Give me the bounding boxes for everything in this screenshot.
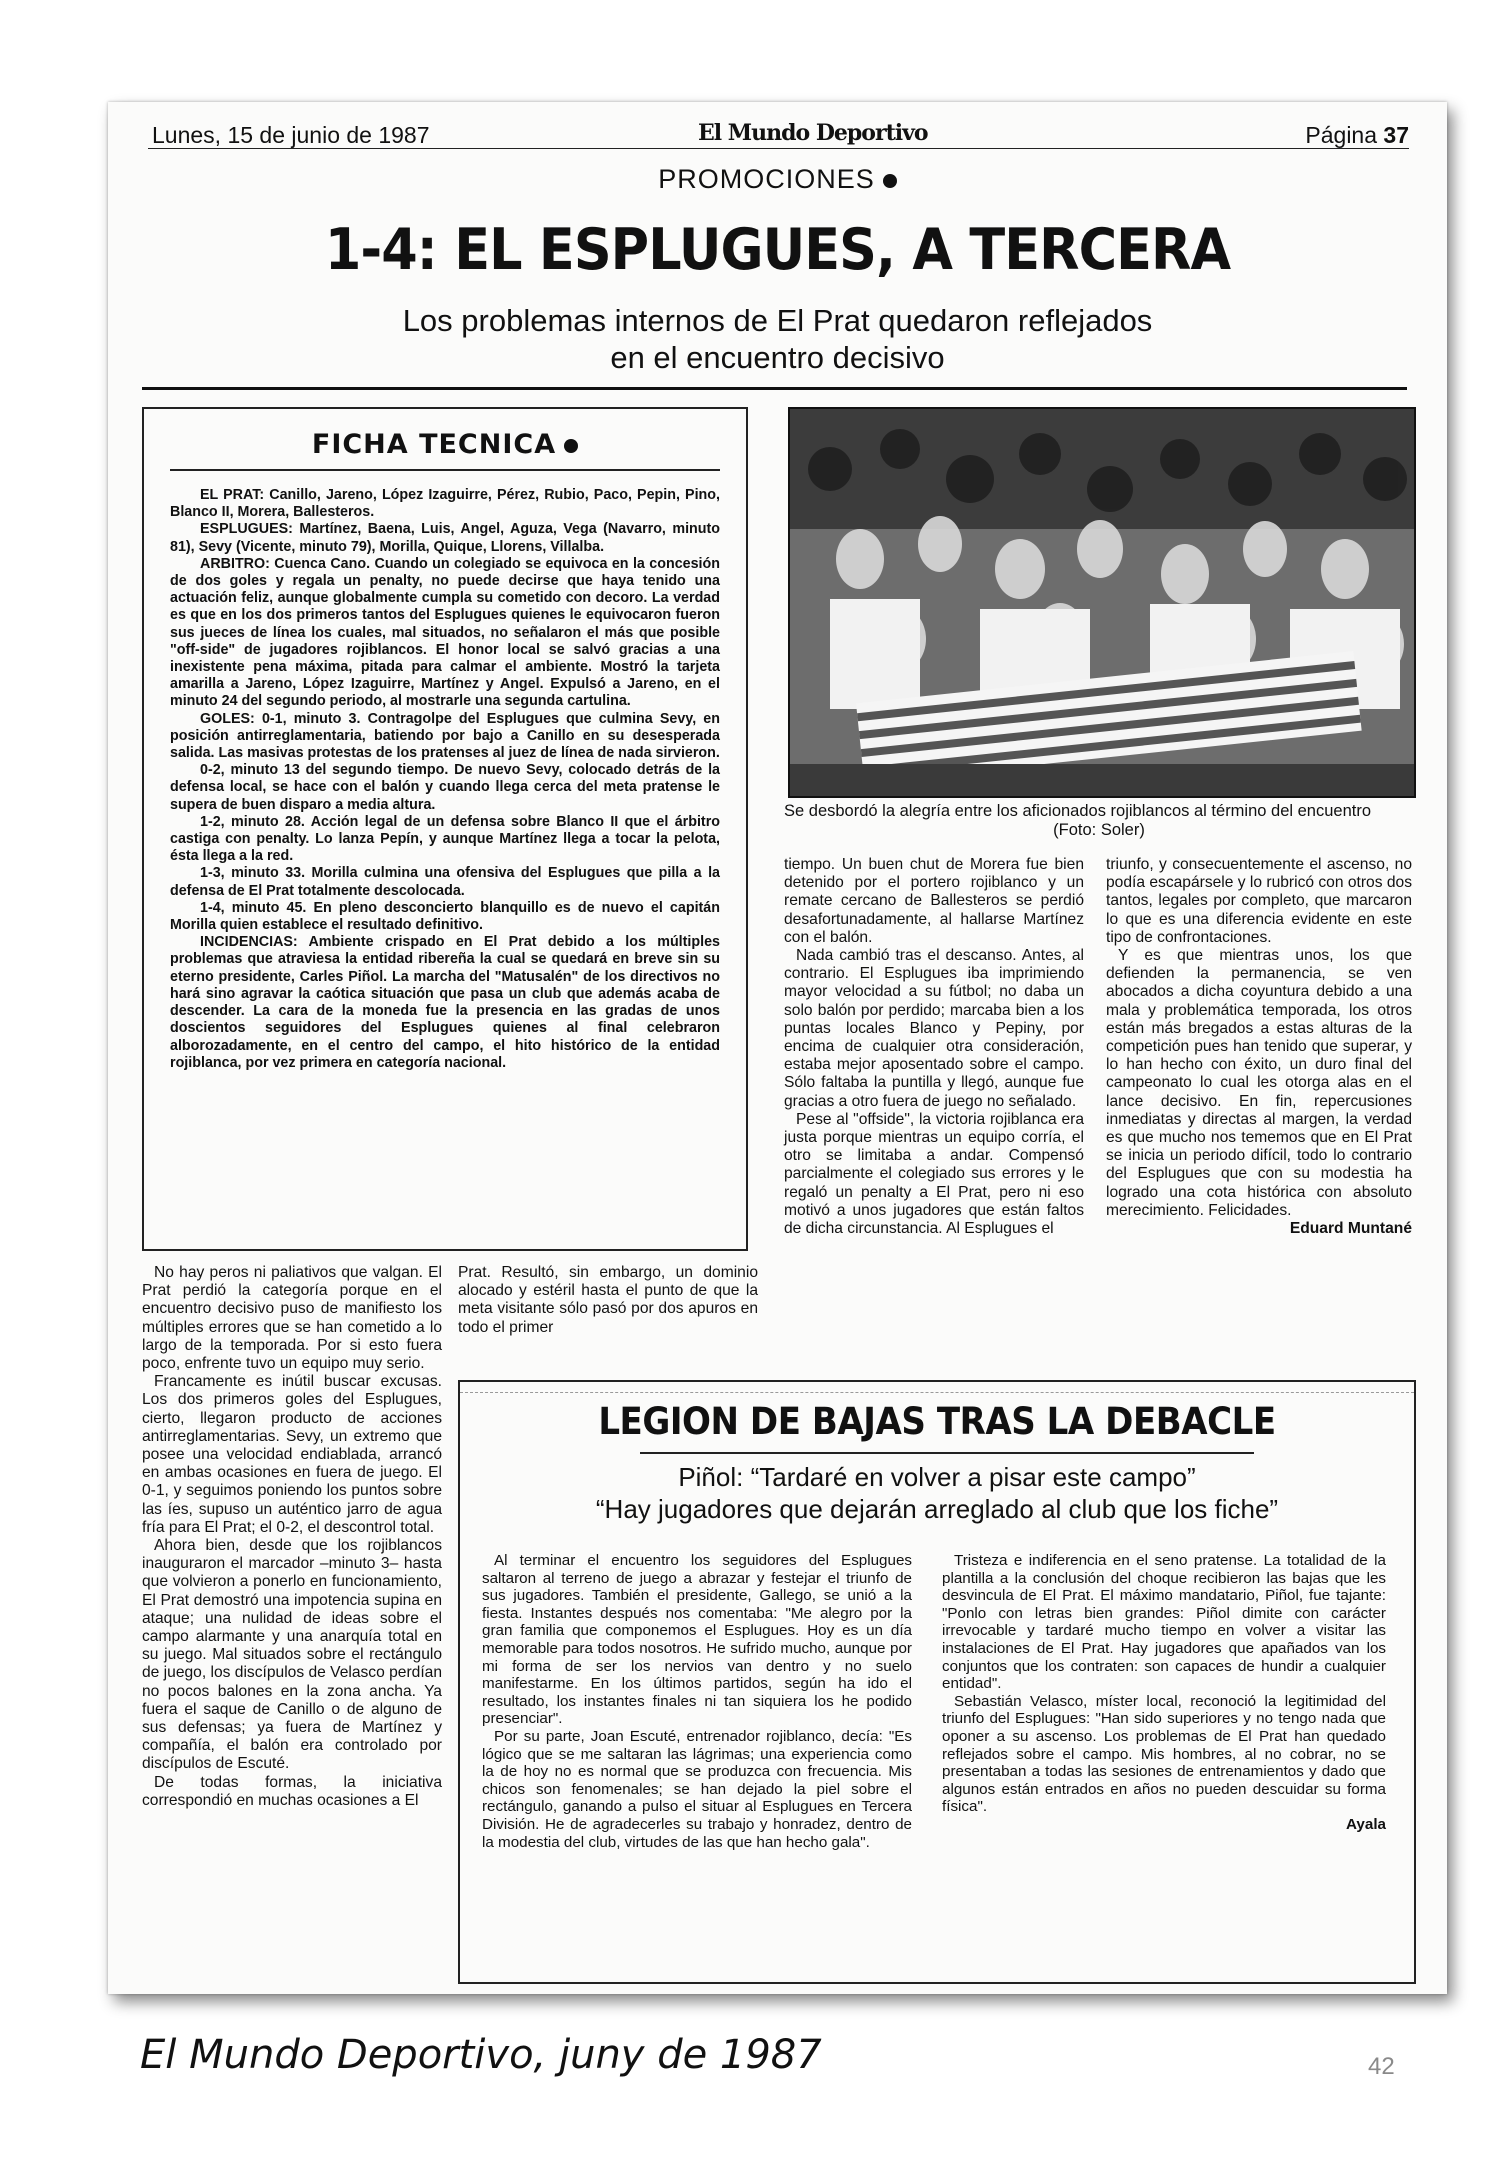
ficha-paragraph: 0-2, minuto 13 del segundo tiempo. De nuevo Sevy, colocado detrás de la defensa local, se hace con el balón y cuando llega cerca del meta pratense le supera de buen disparo a media altura. — [170, 762, 720, 813]
subheadline-line-2: en el encuentro decisivo — [610, 340, 945, 375]
article-signature: Eduard Muntané — [1289, 1220, 1412, 1238]
ficha-title-text: FICHA TECNICA — [311, 429, 557, 460]
box-paragraph: Sebastián Velasco, míster local, reconoció la legitimidad del triunfo del Esplugues: "Han sido superiores y no tengo nada que oponer a su ascenso. Los problemas de El Prat han quedado reflejados sobre el campo. Mis hombres, al no cobrar, no se presentaban a todas las sesiones de entrenamientos y dado que algunos están entrados en años no pueden descuidar su forma física". — [942, 1692, 1386, 1816]
article-paragraph: Prat. Resultó, sin embargo, un dominio alocado y estéril hasta el punto de que la meta visitante sólo pasó por dos apuros en todo el primer — [458, 1264, 758, 1336]
article-paragraph: Ahora bien, desde que los rojiblancos inauguraron el marcador –minuto 3– hasta que volvieron a ponerlo en funcionamiento, El Prat demostró una impotencia supina en ataque; una nulidad de ideas sobre el campo alarmante y una anarquía total en su juego. Mal situados sobre el rectángulo de juego, los discípulos de Velasco perdían no pocos balones en la zona ancha. Ya fuera el saque de Canillo o de alguno de sus defensas; ya fuera de Martínez y compañía, el balón era controlado por discípulos de Escuté. — [142, 1537, 442, 1773]
article-paragraph: Nada cambió tras el descanso. Antes, al contrario. El Esplugues iba imprimiendo mayor velocidad a su fútbol; no daba un solo balón por perdido; marcaba bien a los puntas locales Blanco y Pepiny, por encima de cualquier otra consideración, estaba mejor aposentado sobre el campo. Sólo faltaba la puntilla y llegó, aunque fue gracias a otro fuera de juego no señalado. — [784, 947, 1084, 1110]
ficha-paragraph: ARBITRO: Cuenca Cano. Cuando un colegiado se equivoca en la concesión de dos goles y regala un penalty, no puede decirse que haya tenido una actuación feliz, aunque globalmente cumpla su cometido con decoro. La verdad es que en los dos primeros tantos del Esplugues quienes le equivocaron fueron sus jueces de línea los cuales, mal situados, no señalaron el más que posible "off-side" de jugadores rojiblancos. El honor local se salvó gracias a una inexistente pena máxima, pitada para calmar el ambiente. Mostró la tarjeta amarilla a Jareno, López Izaguirre, Martínez y Angel. Expulsó a Jareno, en el minuto 24 del segundo periodo, al mostrarle una segunda cartulina. — [170, 555, 720, 710]
bullet-icon — [883, 174, 897, 188]
issue-date: Lunes, 15 de junio de 1987 — [152, 122, 430, 148]
box-paragraph: Al terminar el encuentro los seguidores del Esplugues saltaron al terreno de juego a abrazar y festejar el triunfo de sus jugadores. También el presidente, Gallego, se unió a la fiesta. Instantes después nos comentaba: "Me alegro por la gran familia que componemos el Esplugues. Hoy es un día memorable para todos nosotros. He sufrido mucho, aunque por mi forma de ser los nervios van dentro y no suelo manifestarme. En los últimos partidos, según ha ido el resultado, los instantes finales ni tan siquiera los he podido presenciar". — [482, 1552, 912, 1728]
article-column-2 — [458, 1264, 758, 1337]
article-paragraph: De todas formas, la iniciativa correspondió en muchas ocasiones a El — [142, 1773, 442, 1809]
newspaper-page-number: 37 — [1383, 122, 1409, 148]
box-column-1 — [482, 1552, 912, 1851]
subheadline — [108, 302, 1447, 376]
article-paragraph: triunfo, y consecuentemente el ascenso, no podía escapársele y lo rubricó con otros dos tantos, legales por completo, que marcaron lo que es una diferencia evidente en este tipo de confrontaciones. — [1106, 856, 1412, 946]
legion-bajas-box — [458, 1380, 1416, 1984]
newspaper-scan — [108, 102, 1447, 1994]
box-signature: Ayala — [1346, 1815, 1386, 1833]
crowd-photo — [788, 407, 1416, 798]
headline: 1-4: EL ESPLUGUES, A TERCERA — [324, 217, 1231, 283]
document-caption: El Mundo Deportivo, juny de 1987 — [140, 2032, 822, 2078]
bullet-icon — [564, 439, 578, 453]
box-paragraph: Por su parte, Joan Escuté, entrenador rojiblanco, decía: "Es lógico que se me saltaran las lágrimas; una experiencia como la de hoy no es normal que se produzca con frecuencia. Mis chicos son fenomenales; se han dejado la piel sobre el rectángulo, ganando a pulso el situar al Esplugues en Tercera División. He de agradecerles su trabajo y honradez, dentro de la modestia del club, virtudes de las que han hecho gala". — [482, 1727, 912, 1851]
ficha-paragraph: 1-4, minuto 45. En pleno desconcierto blanquillo es de nuevo el capitán Morilla quien establece el resultado definitivo. — [170, 899, 720, 934]
article-column-1 — [142, 1264, 442, 1810]
headline-rule — [142, 387, 1407, 390]
box-subheadline-1: Piñol: “Tardaré en volver a pisar este campo” — [678, 1462, 1196, 1492]
section-text: PROMOCIONES — [658, 164, 875, 194]
article-paragraph: Y es que mientras unos, los que defienden la permanencia, se ven abocados a dicha coyuntura debido a una mala y problemática temporada, los otros están más bregados a estas alturas de la competición pues han tenido que superar, y lo han hecho con éxito, un duro final del campeonato lo cual les otorga alas en el lance decisivo. En fin, repercusiones inmediatas y directas al margen, la verdad es que mucho nos tememos que en El Prat se inicia un periodo difícil, todo lo contrario del Esplugues que con su modestia ha logrado una cota histórica con absoluto merecimiento. Felicidades. — [1106, 947, 1412, 1219]
page-indicator — [1305, 122, 1409, 149]
ficha-tecnica-box — [142, 407, 748, 1251]
photo-caption — [784, 802, 1414, 840]
box-headline-rule — [640, 1452, 1254, 1454]
article-paragraph: No hay peros ni paliativos que valgan. El Prat perdió la categoría porque en el encuentro decisivo puso de manifiesto los múltiples errores que se han cometido a lo largo de la temporada. Por si esto fuera poco, enfrente tuvo un equipo muy serio. — [142, 1264, 442, 1373]
box-paragraph: Tristeza e indiferencia en el seno pratense. La totalidad de la plantilla a la conclusión del choque recibieron las bajas que les desvincula de El Prat. El máximo mandatario, Piñol, fue tajante: "Ponlo con letras bien grandes: Piñol dimite con carácter irrevocable y tardaré mucho tiempo en volver a visitar las instalaciones de El Prat. Hay jugadores que apañados van los conjuntos que los contraten: son capaces de hundir a cualquier entidad". — [942, 1552, 1386, 1693]
section-label — [108, 164, 1447, 195]
ficha-rule — [170, 469, 720, 471]
ficha-paragraph: GOLES: 0-1, minuto 3. Contragolpe del Esplugues que culmina Sevy, en posición antirreglamentaria, batiendo por bajo a Canillo en su desesperada salida. Las masivas protestas de los pratenses al juez de línea de nada sirvieron. — [170, 710, 720, 762]
newspaper-header — [148, 114, 1409, 149]
document-page-number: 42 — [1368, 2053, 1395, 2080]
ficha-title — [144, 429, 746, 460]
box-column-2 — [942, 1552, 1386, 1834]
photo-credit: (Foto: Soler) — [1053, 821, 1145, 839]
caption-text: Se desbordó la alegría entre los aficionados rojiblancos al término del encuentro — [784, 802, 1372, 820]
box-top-border — [460, 1382, 1414, 1393]
article-column-4 — [1106, 856, 1412, 1238]
ficha-paragraph: EL PRAT: Canillo, Jareno, López Izaguirre, Pérez, Rubio, Paco, Pepin, Pino, Blanco II, Morera, Ballesteros. — [170, 487, 720, 521]
article-column-3 — [784, 856, 1084, 1238]
masthead: El Mundo Deportivo — [698, 120, 928, 146]
page-label: Página — [1305, 122, 1378, 148]
ficha-body — [170, 487, 720, 1072]
box-subheadline-2: “Hay jugadores que dejarán arreglado al club que los fiche” — [595, 1494, 1279, 1524]
box-headline: LEGION DE BAJAS TRAS LA DEBACLE — [598, 1400, 1276, 1443]
crowd-photo-image — [790, 409, 1414, 796]
article-paragraph: Francamente es inútil buscar excusas. Los dos primeros goles del Esplugues, cierto, llegaron producto de acciones antirreglamentarias. Sevy, un extremo que posee una velocidad endiablada, arrancó en ambas ocasiones en fuera de juego. El 0-1, y seguimos poniendo los puntos sobre las íes, supuso un auténtico jarro de agua fría para El Prat; el 0-2, el descontrol total. — [142, 1373, 442, 1536]
article-paragraph: tiempo. Un buen chut de Morera fue bien detenido por el portero rojiblanco y un remate cercano de Ballesteros se perdió desafortunadamente, al hallarse Martínez con el balón. — [784, 856, 1084, 946]
ficha-paragraph: ESPLUGUES: Martínez, Baena, Luis, Angel, Aguza, Vega (Navarro, minuto 81), Sevy (Vicente, minuto 79), Morilla, Quique, Llorens, Villalba. — [170, 521, 720, 555]
ficha-paragraph: 1-2, minuto 28. Acción legal de un defensa sobre Blanco II que el árbitro castiga con penalty. Lo lanza Pepín, y aunque Martínez llega a tocar la pelota, ésta llega a la red. — [170, 813, 720, 865]
ficha-paragraph: INCIDENCIAS: Ambiente crispado en El Prat debido a los múltiples problemas que atraviesa la entidad ribereña la cual se quedará en breve sin su eterno presidente, Carles Piñol. La marcha del "Matusalén" de los directivos no hará sino agravar la caótica situación que pasa un club que además acaba de descender. La cara de la moneda fue la presencia en las gradas de unos doscientos seguidores del Esplugues quienes al final celebraron alborozadamente, en el centro del campo, el hito histórico de la entidad rojiblanca, por vez primera en categoría nacional. — [170, 934, 720, 1071]
subheadline-line-1: Los problemas internos de El Prat quedaron reflejados — [402, 303, 1153, 338]
ficha-paragraph: 1-3, minuto 33. Morilla culmina una ofensiva del Esplugues que pilla a la defensa de El Prat totalmente descolocada. — [170, 865, 720, 899]
article-paragraph: Pese al "offside", la victoria rojiblanca era justa porque mientras un equipo corría, el otro se limitaba a andar. Compensó parcialmente el colegiado sus errores y le regaló un penalty a El Prat, pero ni eso motivó a unos jugadores que están faltos de dicha circunstancia. Al Esplugues el — [784, 1110, 1084, 1238]
